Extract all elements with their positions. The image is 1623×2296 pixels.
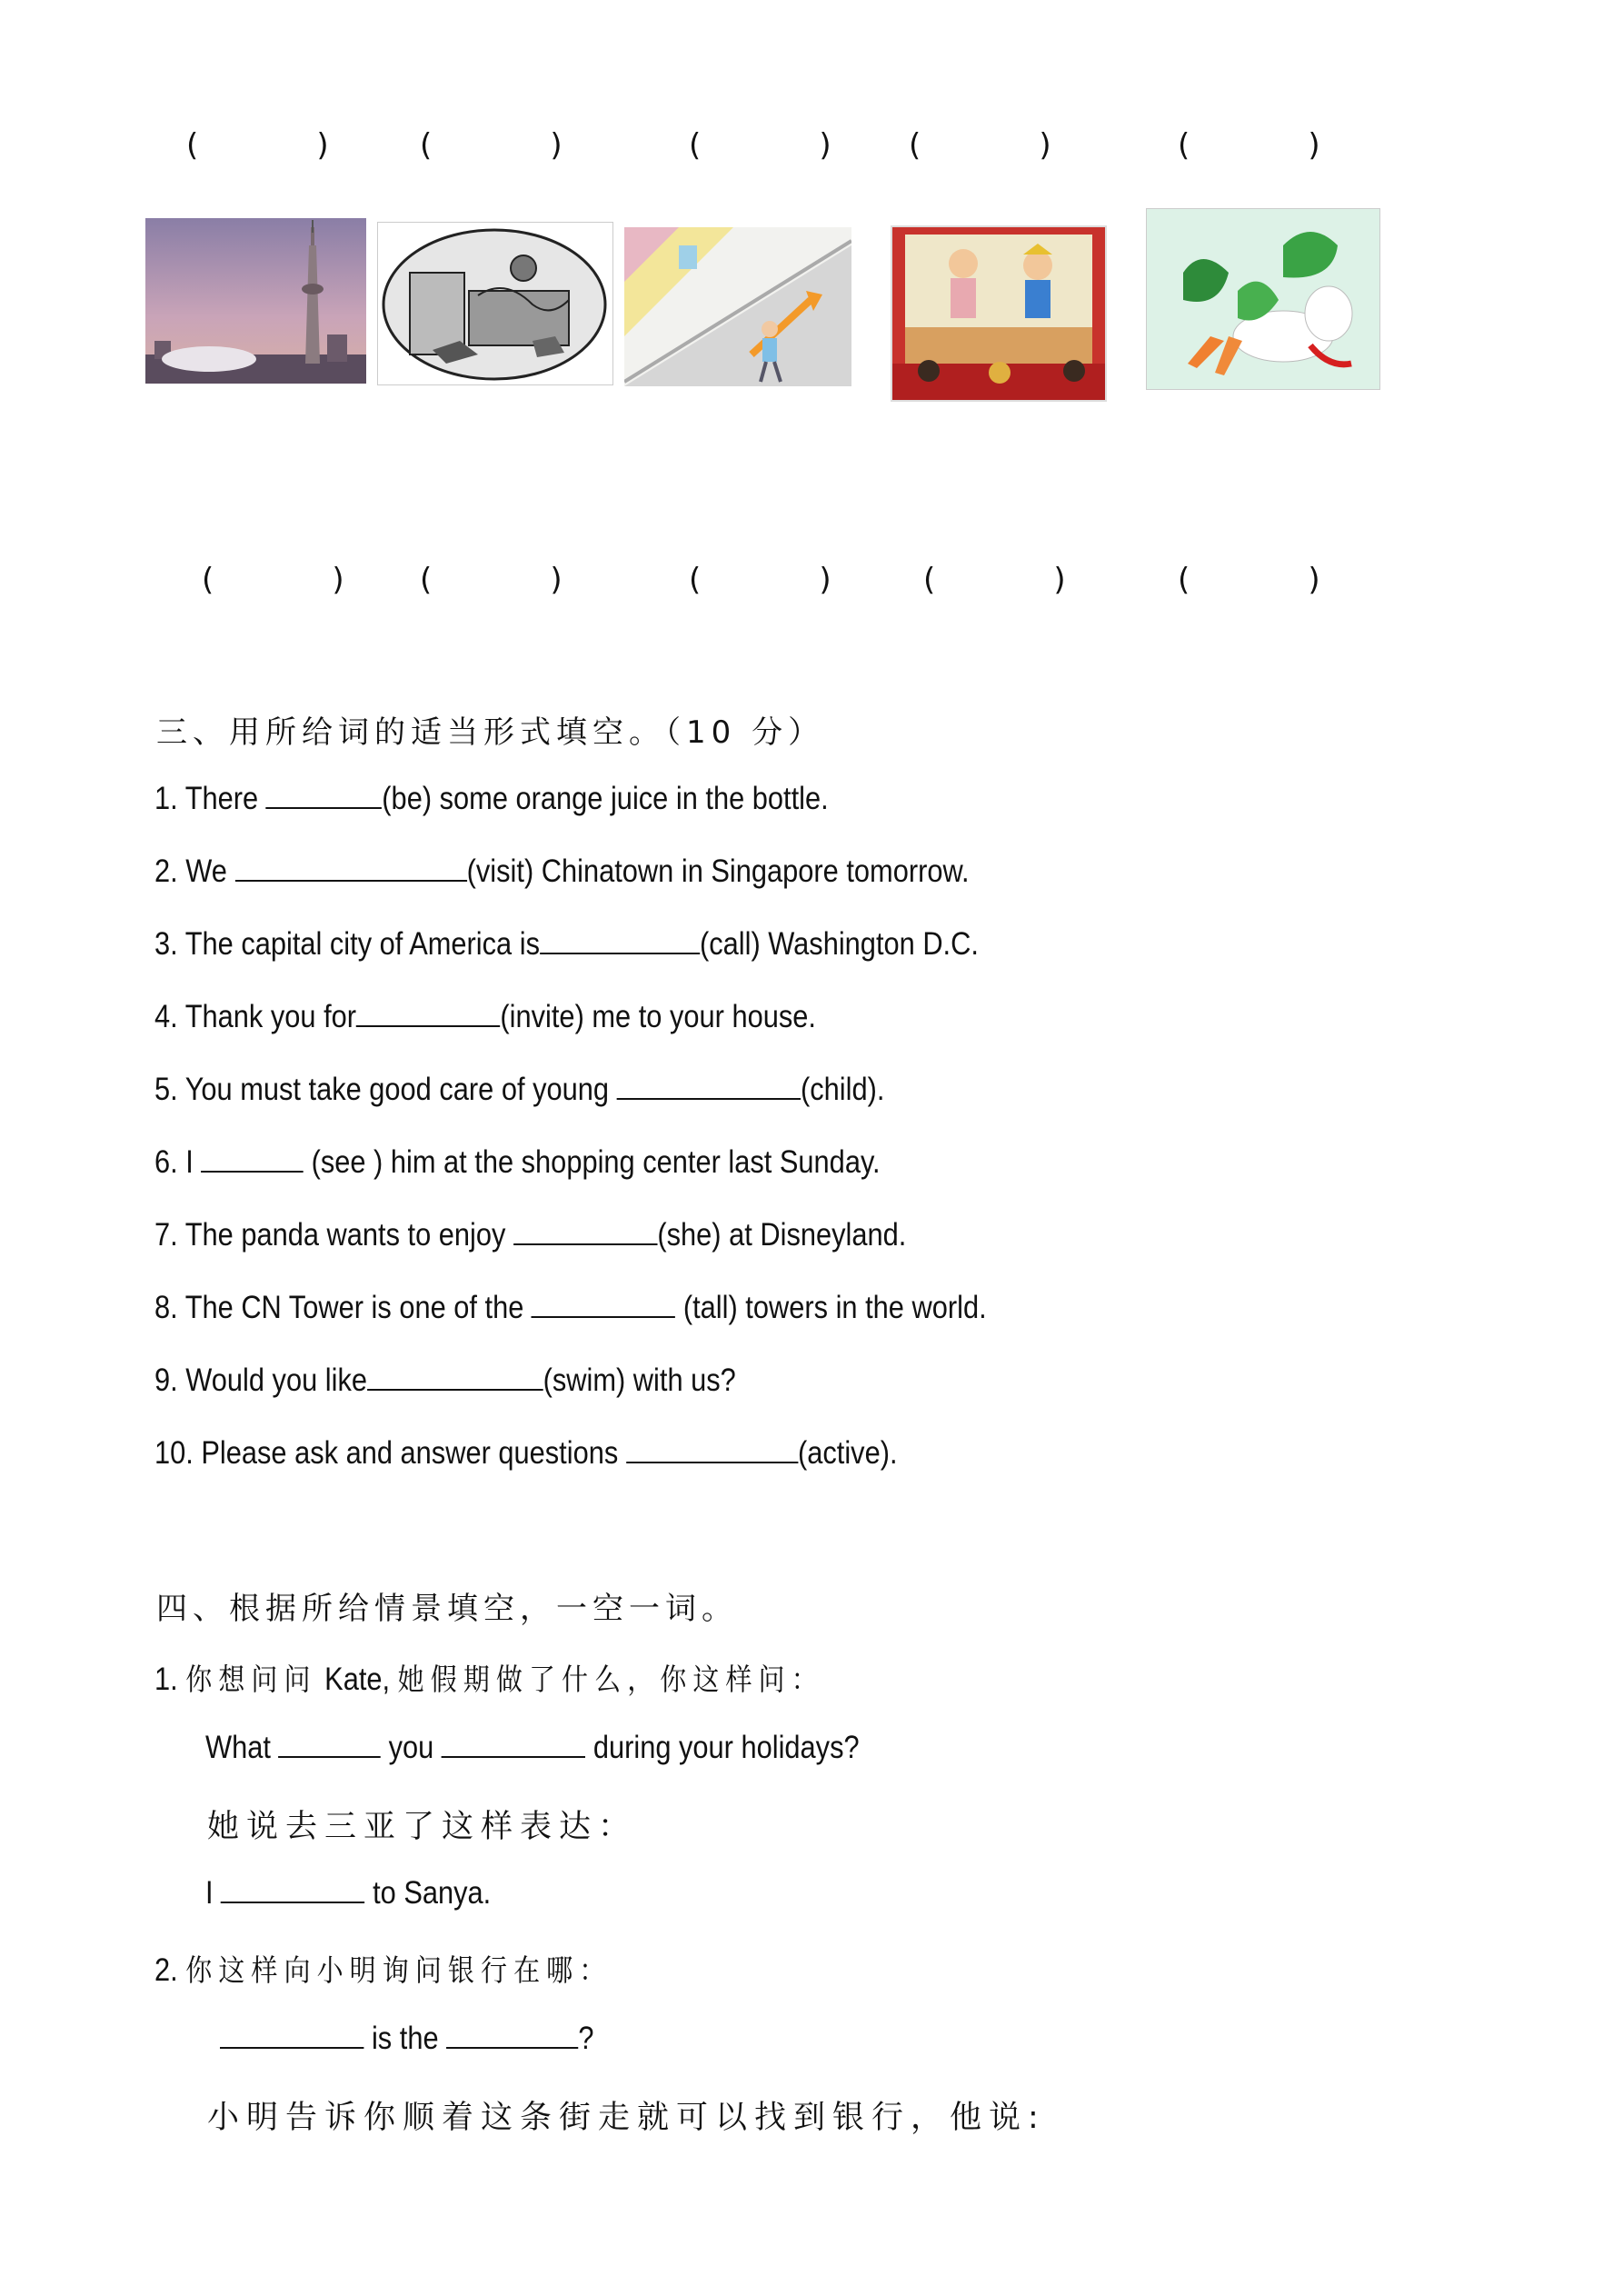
prompt-name: Kate,	[324, 1662, 391, 1697]
answer-blank[interactable]	[626, 1434, 798, 1463]
answer-paren[interactable]: ( )	[186, 127, 331, 164]
answer-blank[interactable]	[234, 853, 466, 882]
item-text-after: (active).	[797, 1435, 898, 1471]
item-text-before: 1. There	[154, 781, 266, 816]
item-text-before: 7. The panda wants to enjoy	[154, 1217, 513, 1253]
answer-paren[interactable]: ( )	[420, 562, 564, 598]
answer-blank[interactable]	[220, 2020, 363, 2049]
item-text-before: 6. I	[154, 1144, 202, 1180]
line-text: I	[205, 1875, 222, 1911]
answer-blank[interactable]	[532, 1289, 675, 1318]
item-text-before: 5. You must take good care of young	[154, 1072, 617, 1107]
stage-play-image	[891, 225, 1107, 402]
fill-in-item	[154, 1289, 987, 1326]
q1-answer-prompt: 她说去三亚了这样表达：	[207, 1809, 638, 1845]
q2-prompt	[154, 1947, 612, 1990]
answer-blank[interactable]	[367, 1362, 543, 1391]
answer-blank[interactable]	[356, 998, 500, 1027]
q2-answer-prompt: 小明告诉你顺着这条街走就可以找到银行，他说:	[207, 2100, 1046, 2136]
fill-in-item	[154, 998, 816, 1035]
answer-blank[interactable]	[540, 925, 700, 954]
answer-paren[interactable]: ( )	[1178, 127, 1322, 164]
fill-in-item	[154, 1071, 884, 1108]
fill-in-item	[154, 1434, 898, 1472]
answer-paren[interactable]: ( )	[689, 562, 833, 598]
q1-question-line	[205, 1729, 860, 1766]
answer-paren[interactable]: ( )	[1178, 562, 1322, 598]
answer-blank[interactable]	[221, 1874, 364, 1903]
street-walk-image	[624, 227, 851, 386]
q1-answer-line	[205, 1874, 491, 1912]
item-text-before: 3. The capital city of America is	[154, 926, 540, 962]
fill-in-item	[154, 853, 970, 890]
answer-blank[interactable]	[446, 2020, 578, 2049]
question-number: 1.	[154, 1662, 178, 1697]
line-text: you	[381, 1730, 442, 1765]
cn-tower-image	[145, 218, 366, 384]
item-text-before: 8. The CN Tower is one of the	[154, 1290, 532, 1325]
answer-blank[interactable]	[266, 780, 383, 809]
item-text-after: (tall) towers in the world.	[675, 1290, 987, 1325]
item-text-after: (swim) with us?	[543, 1363, 736, 1398]
answer-blank[interactable]	[201, 1143, 304, 1173]
item-text-after: (invite) me to your house.	[500, 999, 816, 1034]
line-text: to Sanya.	[364, 1875, 492, 1911]
item-text-after: (call) Washington D.C.	[699, 926, 979, 962]
answer-paren[interactable]: ( )	[923, 562, 1068, 598]
item-text-before: 2. We	[154, 854, 235, 889]
vegetables-image	[1146, 208, 1380, 390]
prompt-text: 你想问问	[185, 1662, 317, 1697]
section-3-heading: 三、用所给词的适当形式填空。（10 分）	[156, 714, 825, 751]
answer-parens-row-top	[0, 127, 1623, 173]
q1-prompt	[154, 1656, 824, 1699]
line-text: What	[205, 1730, 279, 1765]
answer-paren[interactable]: ( )	[689, 127, 833, 164]
answer-blank[interactable]	[442, 1729, 585, 1758]
fill-in-item	[154, 780, 829, 817]
item-text-after: (she) at Disneyland.	[657, 1217, 907, 1253]
answer-blank[interactable]	[278, 1729, 381, 1758]
question-number: 2.	[154, 1952, 178, 1988]
line-text: during your holidays?	[585, 1730, 860, 1765]
item-text-after: (be) some orange juice in the bottle.	[382, 781, 829, 816]
messy-bedroom-image	[377, 222, 613, 385]
item-text-before: 4. Thank you for	[154, 999, 357, 1034]
item-text-after: (child).	[800, 1072, 885, 1107]
line-text: is the	[363, 2021, 447, 2056]
fill-in-item	[154, 1362, 736, 1399]
fill-in-item	[154, 925, 979, 963]
answer-blank[interactable]	[617, 1071, 801, 1100]
answer-parens-row-bottom	[0, 562, 1623, 607]
line-text: ?	[578, 2021, 594, 2056]
fill-in-item	[154, 1143, 881, 1181]
answer-paren[interactable]: ( )	[202, 562, 346, 598]
prompt-text: 你这样向小明询问银行在哪：	[185, 1952, 612, 1988]
item-text-before: 10. Please ask and answer questions	[154, 1435, 626, 1471]
item-text-before: 9. Would you like	[154, 1363, 367, 1398]
fill-in-item	[154, 1216, 906, 1253]
item-text-after: (see ) him at the shopping center last Sunday.	[304, 1144, 881, 1180]
answer-blank[interactable]	[513, 1216, 657, 1245]
section-4-heading: 四、根据所给情景填空，一空一词。	[156, 1591, 738, 1627]
item-text-after: (visit) Chinatown in Singapore tomorrow.	[466, 854, 970, 889]
answer-paren[interactable]: ( )	[420, 127, 564, 164]
prompt-text: 她假期做了什么，你这样问：	[397, 1662, 824, 1697]
answer-paren[interactable]: ( )	[909, 127, 1053, 164]
q2-question-line	[220, 2020, 593, 2057]
